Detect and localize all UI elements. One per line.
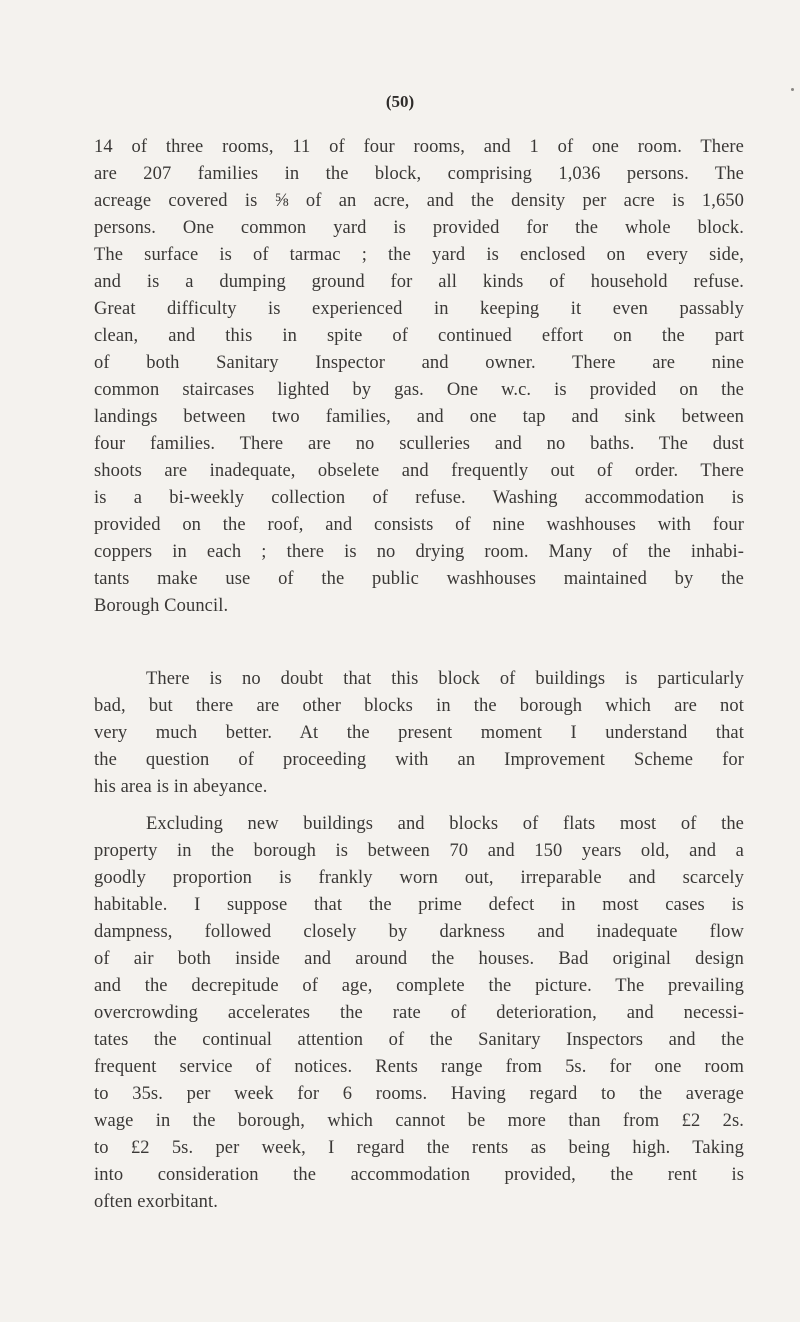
text-line: provided on the roof, and consists of nine washhouses with four — [94, 515, 744, 535]
text-line: four families. There are no sculleries and no baths. The dust — [94, 434, 744, 454]
text-line: frequent service of notices. Rents range from 5s. for one room — [94, 1057, 744, 1077]
text-line: clean, and this in spite of continued effort on the part — [94, 326, 744, 346]
text-line: The surface is of tarmac ; the yard is enclosed on every side, — [94, 245, 744, 265]
text-line: of air both inside and around the houses. Bad original design — [94, 949, 744, 969]
text-line: tates the continual attention of the Sanitary Inspectors and the — [94, 1030, 744, 1050]
text-line: overcrowding accelerates the rate of deterioration, and necessi- — [94, 1003, 744, 1023]
text-line: the question of proceeding with an Improvement Scheme for — [94, 750, 744, 770]
text-line: common staircases lighted by gas. One w.c. is provided on the — [94, 380, 744, 400]
text-line: bad, but there are other blocks in the borough which are not — [94, 696, 744, 716]
text-line: dampness, followed closely by darkness and inadequate flow — [94, 922, 744, 942]
text-line: There is no doubt that this block of buildings is particularly — [146, 669, 744, 689]
paragraph-2 — [94, 666, 744, 801]
text-line: very much better. At the present moment I understand that — [94, 723, 744, 743]
paragraph-1 — [94, 134, 744, 620]
paragraph-3 — [94, 811, 744, 1216]
paper-speck — [791, 88, 794, 91]
text-line: is a bi-weekly collection of refuse. Washing accommodation is — [94, 488, 744, 508]
text-line: 14 of three rooms, 11 of four rooms, and 1 of one room. There — [94, 137, 744, 157]
text-line: goodly proportion is frankly worn out, irreparable and scarcely — [94, 868, 744, 888]
page-number: (50) — [385, 92, 415, 111]
text-line: persons. One common yard is provided for the whole block. — [94, 218, 744, 238]
text-line: Excluding new buildings and blocks of flats most of the — [146, 814, 744, 834]
text-line: into consideration the accommodation provided, the rent is — [94, 1165, 744, 1185]
text-line: and the decrepitude of age, complete the picture. The prevailing — [94, 976, 744, 996]
text-line: of both Sanitary Inspector and owner. There are nine — [94, 353, 744, 373]
text-line: often exorbitant. — [94, 1192, 218, 1212]
text-line: are 207 families in the block, comprising 1,036 persons. The — [94, 164, 744, 184]
text-line: shoots are inadequate, obselete and frequently out of order. There — [94, 461, 744, 481]
text-line: Borough Council. — [94, 596, 229, 616]
text-line: Great difficulty is experienced in keeping it even passably — [94, 299, 744, 319]
text-line: habitable. I suppose that the prime defect in most cases is — [94, 895, 744, 915]
text-line: coppers in each ; there is no drying room. Many of the inhabi- — [94, 542, 744, 562]
text-line: tants make use of the public washhouses maintained by the — [94, 569, 744, 589]
text-line: his area is in abeyance. — [94, 777, 268, 797]
text-line: property in the borough is between 70 and 150 years old, and a — [94, 841, 744, 861]
text-line: acreage covered is ⅝ of an acre, and the density per acre is 1,650 — [94, 191, 744, 211]
text-line: wage in the borough, which cannot be more than from £2 2s. — [94, 1111, 744, 1131]
text-line: to 35s. per week for 6 rooms. Having regard to the average — [94, 1084, 744, 1104]
text-line: and is a dumping ground for all kinds of household refuse. — [94, 272, 744, 292]
text-line: to £2 5s. per week, I regard the rents as being high. Taking — [94, 1138, 744, 1158]
text-line: landings between two families, and one tap and sink between — [94, 407, 744, 427]
